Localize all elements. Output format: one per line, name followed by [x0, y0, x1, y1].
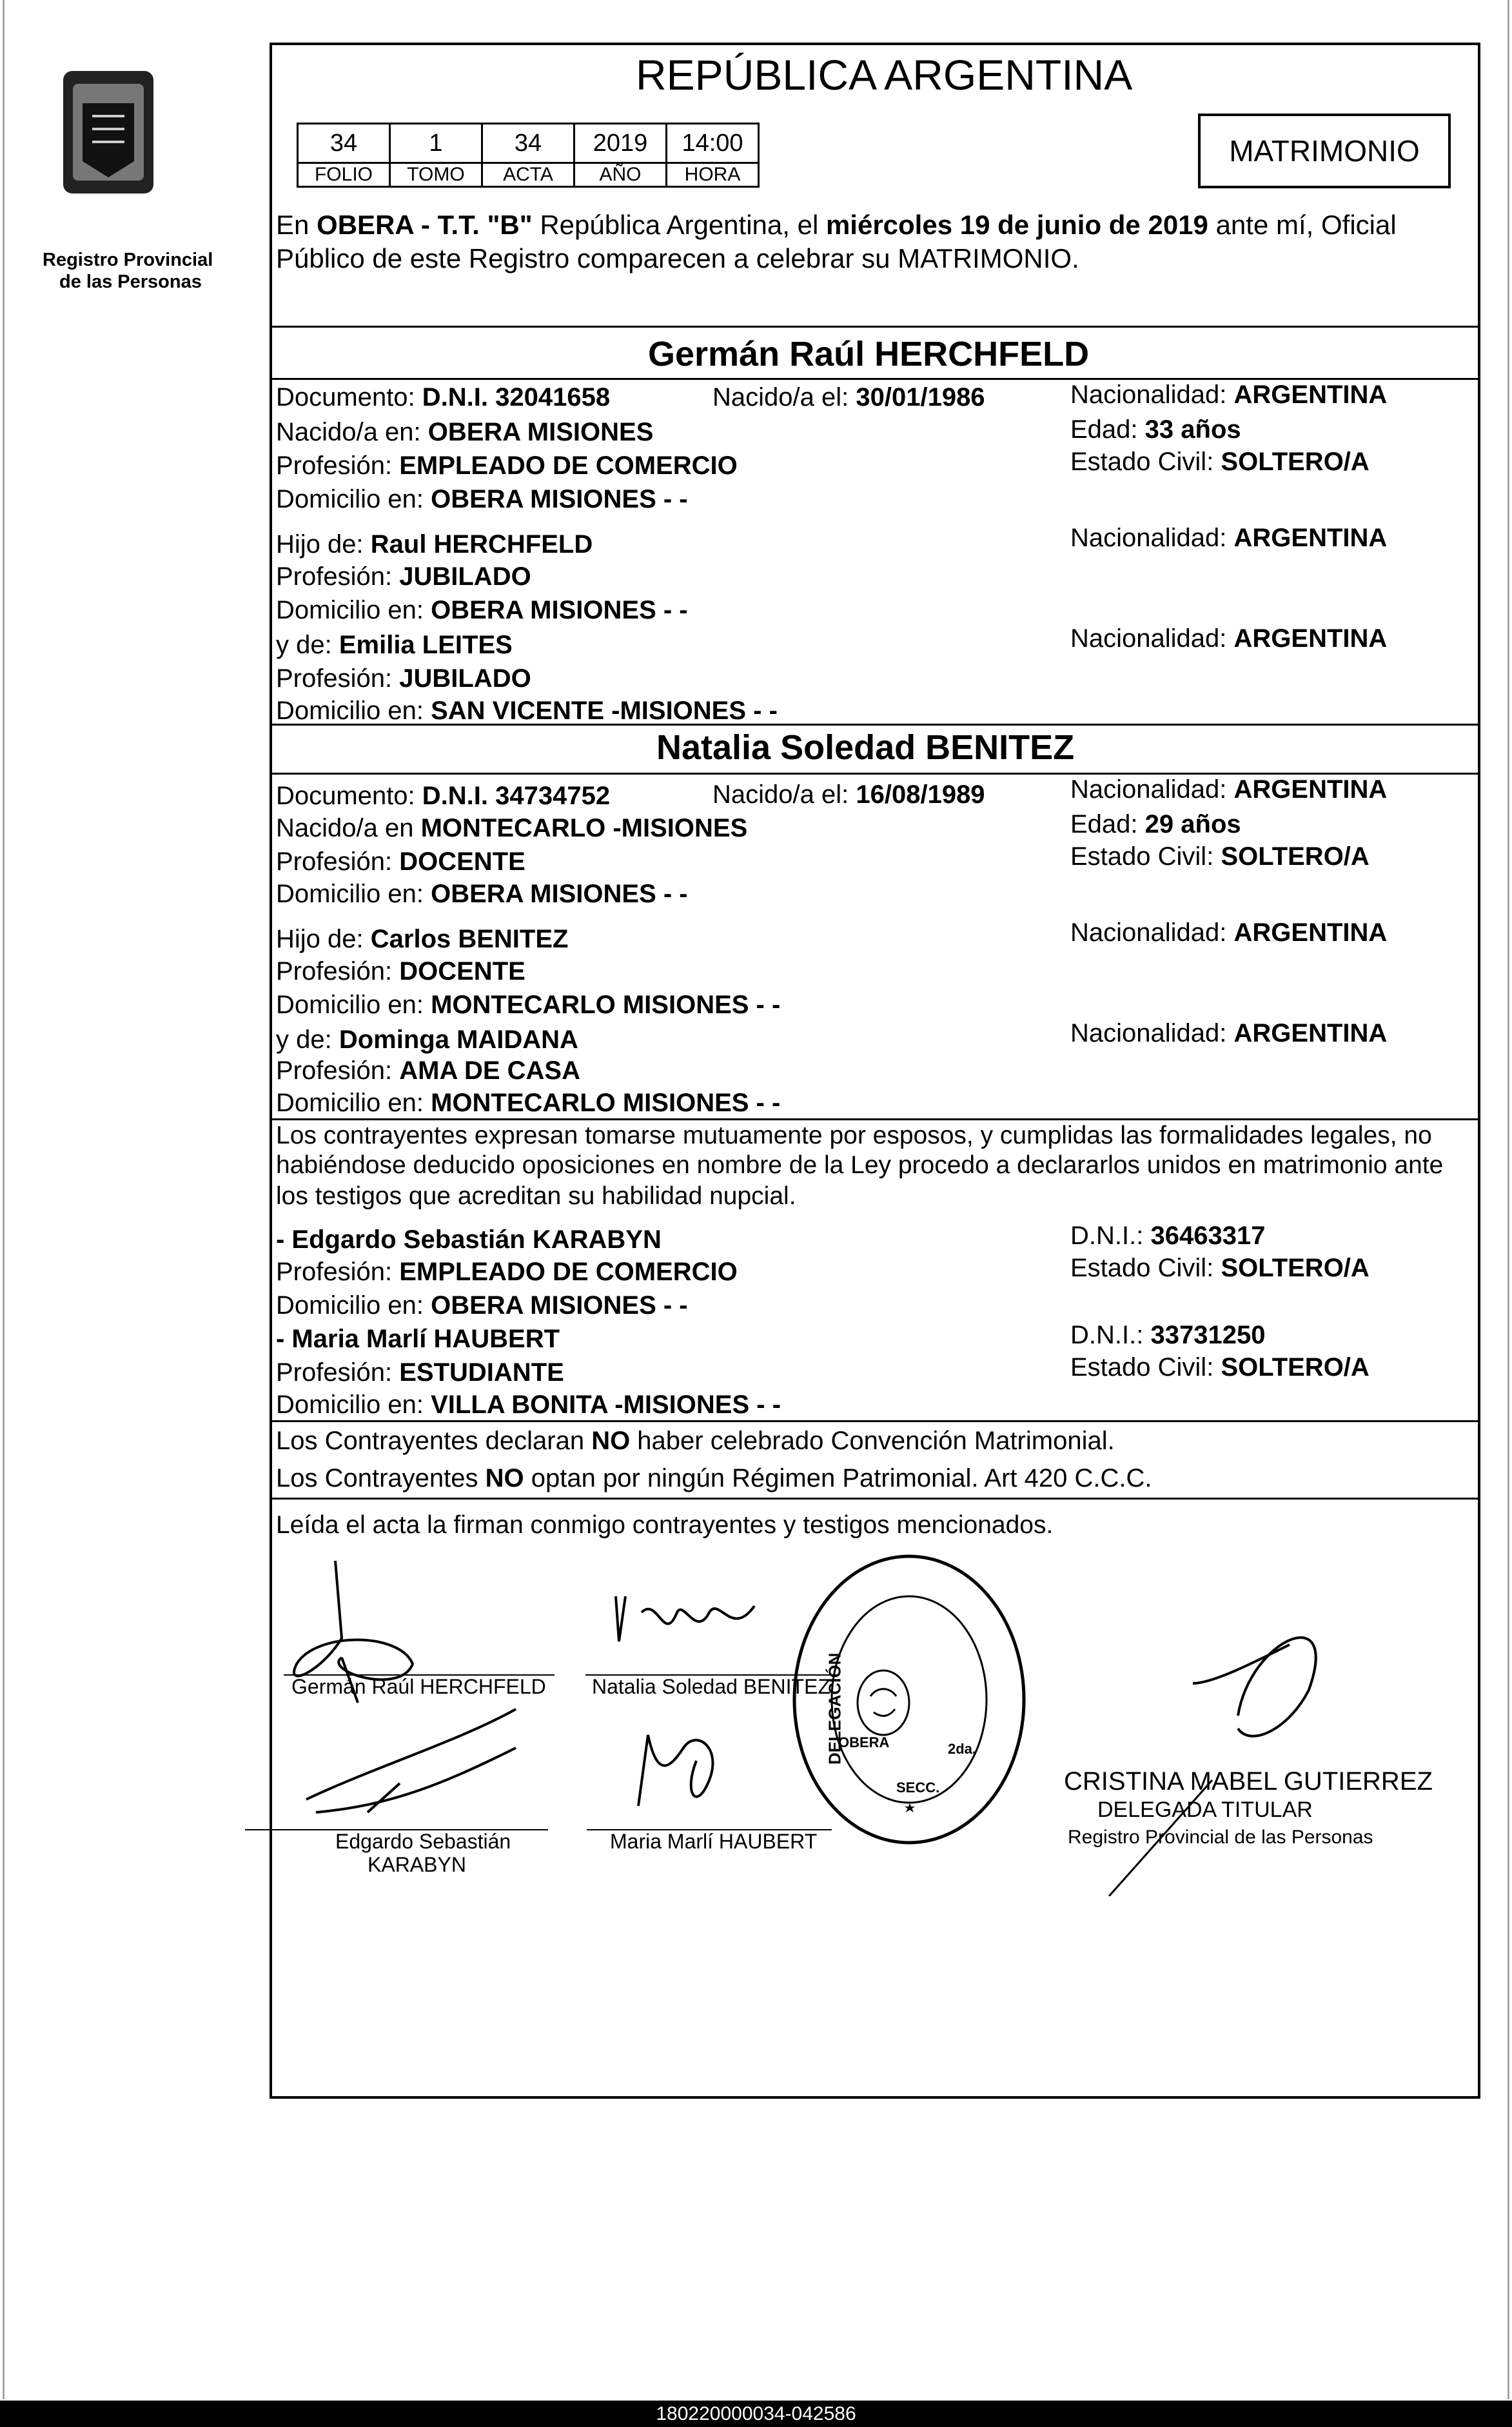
scan-edge-left — [3, 0, 5, 2399]
folio-value: 34 — [298, 124, 390, 163]
declaration-line3: los testigos que acreditan su habilidad nupcial. — [276, 1182, 796, 1210]
divider-5 — [270, 1118, 1480, 1120]
stamp-inner-2: 2da. — [948, 1741, 977, 1757]
declaration-line2: habiéndose deducido oposiciones en nombre de la Ley procedo a declararlos unidos en matrimonio ante — [276, 1151, 1444, 1179]
witness2-civil: Estado Civil: SOLTERO/A — [1070, 1353, 1370, 1382]
witness2-dom: Domicilio en: VILLA BONITA -MISIONES - - — [276, 1391, 781, 1419]
spouse2-father-prof: Profesión: DOCENTE — [276, 957, 525, 986]
stamp-inner-1: OBERA — [838, 1734, 890, 1750]
spouse1-prof: Profesión: EMPLEADO DE COMERCIO — [276, 451, 738, 480]
spouse1-mother-prof: Profesión: JUBILADO — [276, 664, 531, 693]
intro-p2: República Argentina, el — [532, 210, 826, 240]
intro-line2: Público de este Registro comparecen a celebrar su MATRIMONIO. — [276, 243, 1079, 273]
spouse2-birthplace: Nacido/a en MONTECARLO -MISIONES — [276, 814, 748, 842]
spouse2-name: Natalia Soledad BENITEZ — [656, 728, 1075, 767]
stamp-left-text: DELEGACIÓN — [825, 1652, 845, 1765]
tomo-label: TOMO — [390, 163, 482, 187]
spouse2-mother-nat: Nacionalidad: ARGENTINA — [1070, 1019, 1388, 1047]
witness1-civil: Estado Civil: SOLTERO/A — [1070, 1254, 1370, 1282]
convention-line1: Los Contrayentes declaran NO haber celebrado Convención Matrimonial. — [276, 1427, 1115, 1455]
divider-4 — [270, 773, 1480, 775]
spouse2-father: Hijo de: Carlos BENITEZ — [276, 925, 569, 953]
intro-place: OBERA - T.T. "B" — [317, 210, 533, 240]
year-label: AÑO — [574, 163, 667, 187]
tomo-value: 1 — [390, 124, 482, 163]
spouse1-born: Nacido/a el: 30/01/1986 — [712, 383, 985, 411]
spouse2-mother-prof: Profesión: AMA DE CASA — [276, 1056, 580, 1085]
spouse1-civil: Estado Civil: SOLTERO/A — [1070, 448, 1370, 476]
divider-1 — [270, 326, 1480, 328]
witness1-prof: Profesión: EMPLEADO DE COMERCIO — [276, 1258, 738, 1286]
closing-text: Leída el acta la firman conmigo contrayentes y testigos mencionados. — [276, 1511, 1054, 1539]
spouse1-doc: Documento: D.N.I. 32041658 — [276, 383, 611, 411]
spouse2-prof: Profesión: DOCENTE — [276, 847, 525, 876]
folio-label: FOLIO — [298, 163, 390, 187]
witness1-name: - Edgardo Sebastián KARABYN — [276, 1225, 662, 1254]
spouse1-nat: Nacionalidad: ARGENTINA — [1070, 381, 1388, 409]
spouse2-father-nat: Nacionalidad: ARGENTINA — [1070, 918, 1388, 947]
acta-value: 34 — [482, 124, 574, 163]
spouse1-father-prof: Profesión: JUBILADO — [276, 562, 531, 591]
country-title: REPÚBLICA ARGENTINA — [636, 51, 1133, 99]
logo-caption-line2: de las Personas — [59, 272, 202, 292]
spouse1-mother-dom: Domicilio en: SAN VICENTE -MISIONES - - — [276, 697, 778, 725]
divider-3 — [270, 724, 1480, 726]
divider-2 — [270, 378, 1480, 380]
registry-table — [297, 123, 760, 188]
spouse1-birthplace: Nacido/a en: OBERA MISIONES — [276, 418, 654, 446]
divider-6 — [270, 1420, 1480, 1422]
hour-label: HORA — [667, 163, 759, 187]
witness1-dni: D.N.I.: 36463317 — [1070, 1222, 1266, 1250]
sig-label-spouse2: Natalia Soledad BENITEZ — [592, 1675, 830, 1698]
logo-caption-line1: Registro Provincial — [43, 250, 213, 270]
province-seal-logo — [50, 64, 166, 232]
spouse2-mother-dom: Domicilio en: MONTECARLO MISIONES - - — [276, 1089, 781, 1117]
intro-p1: En — [276, 210, 317, 240]
sig-label-witness1-a: Edgardo Sebastián — [335, 1830, 511, 1853]
year-value: 2019 — [574, 124, 667, 163]
sig-label-witness1-b: KARABYN — [368, 1853, 466, 1876]
declaration-line1: Los contrayentes expresan tomarse mutuamente por esposos, y cumplidas las formalidades legales, no — [276, 1122, 1432, 1149]
witness2-name: - Maria Marlí HAUBERT — [276, 1325, 560, 1353]
intro-line1 — [276, 210, 1397, 240]
document-type-box: MATRIMONIO — [1198, 114, 1451, 188]
official-office: Registro Provincial de las Personas — [1068, 1827, 1373, 1848]
convention-line2: Los Contrayentes NO optan por ningún Régimen Patrimonial. Art 420 C.C.C. — [276, 1464, 1152, 1492]
spouse1-age: Edad: 33 años — [1070, 415, 1241, 444]
spouse1-dom: Domicilio en: OBERA MISIONES - - — [276, 485, 688, 513]
intro-p3: ante mí, Oficial — [1208, 210, 1397, 240]
spouse2-civil: Estado Civil: SOLTERO/A — [1070, 842, 1370, 871]
sig-label-witness2: Maria Marlí HAUBERT — [610, 1830, 818, 1853]
acta-label: ACTA — [482, 163, 574, 187]
witness1-dom: Domicilio en: OBERA MISIONES - - — [276, 1291, 688, 1320]
scan-edge-right — [1507, 0, 1509, 2399]
spouse2-nat: Nacionalidad: ARGENTINA — [1070, 775, 1388, 804]
witness2-prof: Profesión: ESTUDIANTE — [276, 1358, 564, 1387]
spouse1-mother: y de: Emilia LEITES — [276, 631, 513, 659]
spouse2-age: Edad: 29 años — [1070, 810, 1241, 838]
spouse1-name: Germán Raúl HERCHFELD — [648, 335, 1090, 373]
official-title: DELEGADA TITULAR — [1097, 1798, 1313, 1822]
witness2-dni: D.N.I.: 33731250 — [1070, 1321, 1266, 1349]
official-name: CRISTINA MABEL GUTIERREZ — [1064, 1767, 1433, 1796]
official-stamp — [787, 1548, 1032, 1851]
hour-value: 14:00 — [667, 124, 759, 163]
spouse1-mother-nat: Nacionalidad: ARGENTINA — [1070, 624, 1388, 653]
barcode-footer: 180220000034-042586 — [0, 2401, 1512, 2427]
spouse2-doc: Documento: D.N.I. 34734752 — [276, 782, 611, 810]
spouse2-dom: Domicilio en: OBERA MISIONES - - — [276, 880, 688, 908]
sig-label-spouse1: Germán Raúl HERCHFELD — [291, 1675, 546, 1698]
spouse2-born: Nacido/a el: 16/08/1989 — [712, 780, 985, 809]
intro-date: miércoles 19 de junio de 2019 — [825, 210, 1208, 240]
spouse1-father-nat: Nacionalidad: ARGENTINA — [1070, 524, 1388, 552]
divider-7 — [270, 1498, 1480, 1500]
spouse2-mother: y de: Dominga MAIDANA — [276, 1025, 578, 1054]
spouse1-father: Hijo de: Raul HERCHFELD — [276, 530, 593, 559]
spouse1-father-dom: Domicilio en: OBERA MISIONES - - — [276, 596, 688, 624]
stamp-inner-3: SECC. — [896, 1779, 940, 1796]
spouse2-father-dom: Domicilio en: MONTECARLO MISIONES - - — [276, 991, 781, 1019]
